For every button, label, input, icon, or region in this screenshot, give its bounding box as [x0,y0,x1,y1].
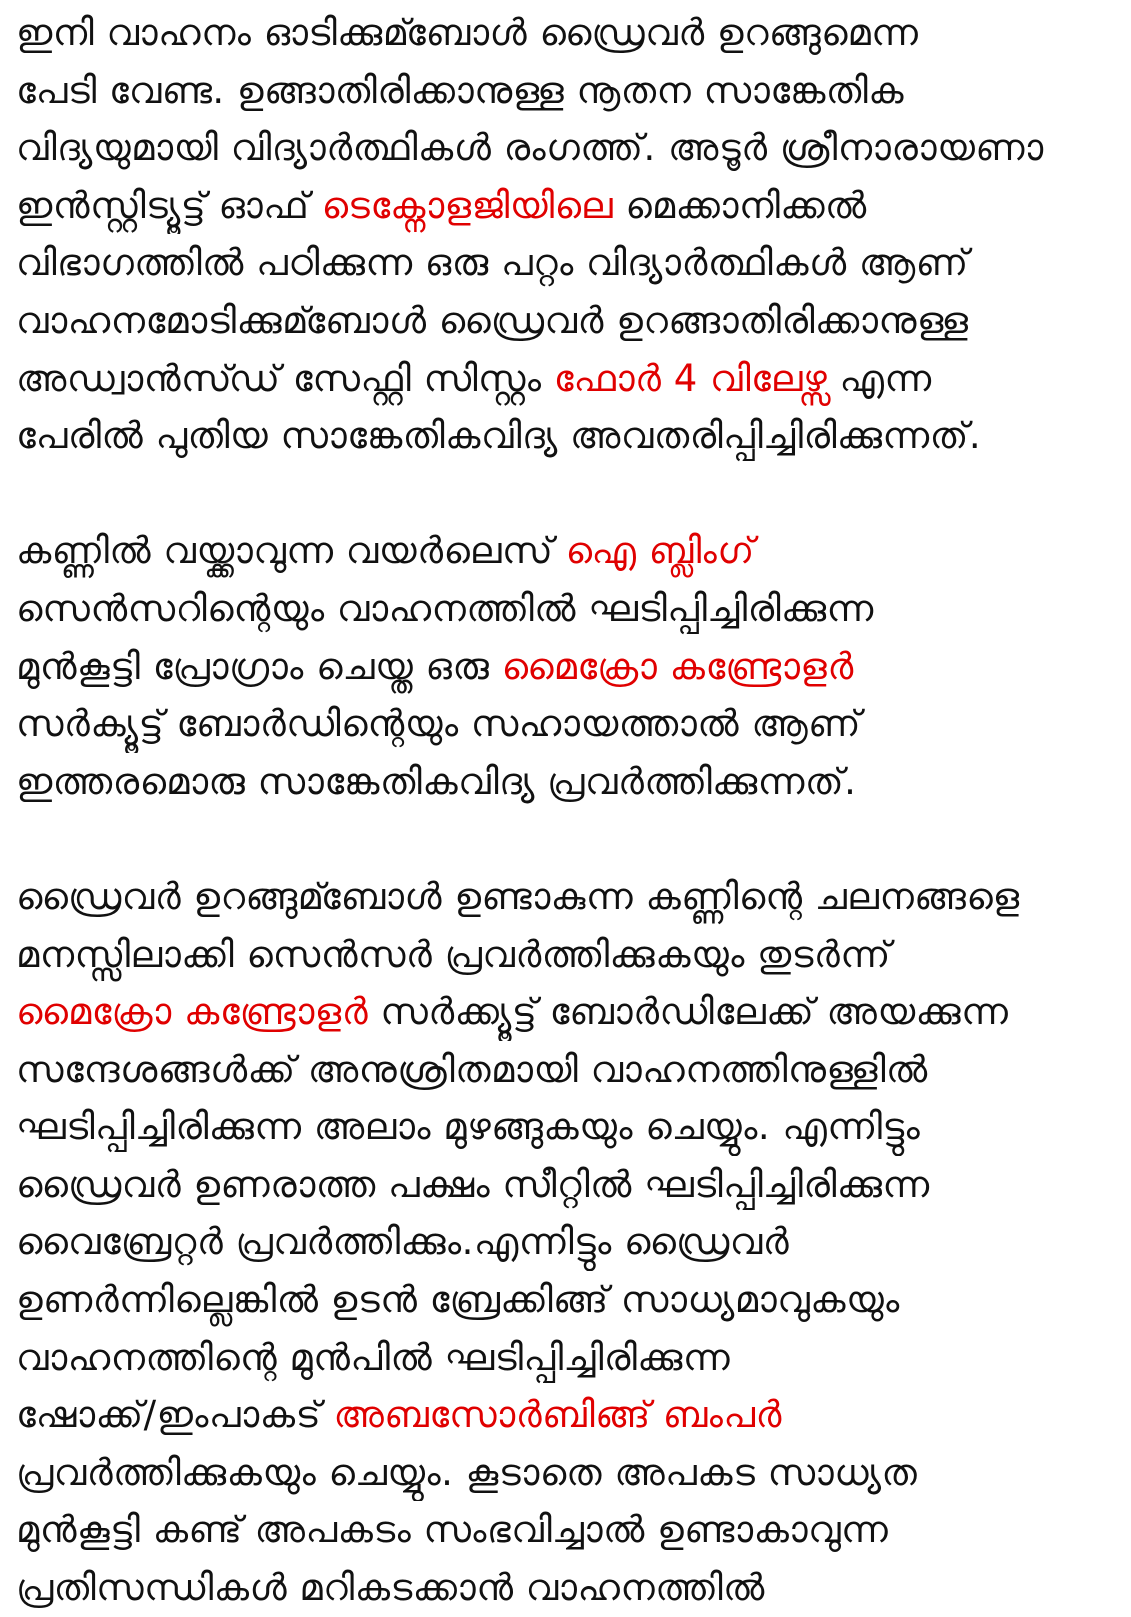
text-line [16,580,1121,638]
text-line [16,1329,1121,1387]
text-line [16,1386,1121,1444]
text-segment: ഷോക്ക്/ഇംപാകട് [16,1393,334,1437]
text-line [16,350,1121,408]
text-line [16,1098,1121,1156]
highlighted-term: ഐ ബ്ലിംഗ് [565,529,755,573]
text-segment: വാഹനത്തിന്റെ മുൻപിൽ ഘടിപ്പിച്ചിരിക്കുന്ന [16,1335,731,1379]
text-segment: വൈബ്രേറ്റർ പ്രവർത്തിക്കും.എന്നിട്ടും ഡ്രൈവർ [16,1220,790,1264]
text-line [16,1041,1121,1099]
text-segment: മുൻകൂട്ടി പ്രോഗ്രാം ചെയ്ത ഒരു [16,644,502,688]
text-segment: പ്രതിസന്ധികൾ മറികടക്കാൻ വാഹനത്തിൽ [16,1566,765,1610]
text-line [16,1501,1121,1559]
text-segment: മുൻകൂട്ടി കണ്ട് അപകടം സംഭവിച്ചാൽ ഉണ്ടാകാവുന്ന [16,1508,889,1552]
text-segment: വിദ്യയുമായി വിദ്യാർത്ഥികൾ രംഗത്ത്. അടൂർ ശ്രീനാരായണാ [16,126,1044,170]
text-line [16,4,1121,62]
text-segment: സെൻസറിന്റെയും വാഹനത്തിൽ ഘടിപ്പിച്ചിരിക്കുന്ന [16,586,874,630]
text-segment: പേടി വേണ്ട. ഉങ്ങാതിരിക്കാനുള്ള നൂതന സാങ്കേതിക [16,68,905,112]
text-line [16,1559,1121,1617]
text-segment: ഡ്രൈവർ ഉറങ്ങുമ്ബോൾ ഉണ്ടാകുന്ന കണ്ണിന്റെ ചലനങ്ങളെ [16,874,1020,918]
paragraph [16,522,1121,810]
text-line [16,1444,1121,1502]
text-segment: ഇത്തരമൊരു സാങ്കേതികവിദ്യ പ്രവർത്തിക്കുന്നത്. [16,759,857,803]
text-line [16,292,1121,350]
text-line [16,638,1121,696]
highlighted-term: ഫോർ 4 വിലേഴ്സ [553,356,828,400]
text-segment: സർക്യൂട്ട് ബോർഡിന്റെയും സഹായത്താൽ ആണ് [16,702,862,746]
text-segment: സന്ദേശങ്ങൾക്ക് അനുശ്രിതമായി വാഹനത്തിനുള്ളിൽ [16,1047,928,1091]
text-segment: ഇൻസ്റ്റിട്യൂട്ട് ഓഫ് [16,183,322,227]
text-line [16,234,1121,292]
text-segment: പ്രവർത്തിക്കുകയും ചെയ്യും. കൂടാതെ അപകട സാധ്യത [16,1450,918,1494]
text-line [16,926,1121,984]
text-line [16,695,1121,753]
text-line [16,868,1121,926]
text-segment: വിഭാഗത്തിൽ പഠിക്കുന്ന ഒരു പറ്റം വിദ്യാർത്ഥികൾ ആണ് [16,241,969,285]
text-segment: സർക്ക്യൂട്ട് ബോർഡിലേക്ക് അയക്കുന്ന [368,990,1009,1034]
text-segment: ഡ്രൈവർ ഉണരാത്ത പക്ഷം സീറ്റിൽ ഘടിപ്പിച്ചിരിക്കുന്ന [16,1162,930,1206]
paragraph [16,868,1121,1617]
article-text [16,4,1121,1617]
text-line [16,407,1121,465]
text-line [16,1213,1121,1271]
text-segment: ഘടിപ്പിച്ചിരിക്കുന്ന അലാം മുഴങ്ങുകയും ചെയ്യും. എന്നിട്ടും [16,1105,921,1149]
highlighted-term: മൈക്രോ കണ്ട്രോളർ [16,990,369,1034]
text-line [16,522,1121,580]
highlighted-term: അബസോർബിങ്ങ് ബംപർ [333,1393,782,1437]
text-line [16,62,1121,120]
highlighted-term: ടെക്നോളജിയിലെ [321,183,614,227]
text-segment: മനസ്സിലാക്കി സെൻസർ പ്രവർത്തിക്കുകയും തുടർന്ന് [16,932,891,976]
text-segment: ഇനി വാഹനം ഓടിക്കുമ്ബോൾ ഡ്രൈവർ ഉറങ്ങുമെന്ന [16,11,919,54]
text-line [16,119,1121,177]
text-line [16,177,1121,235]
text-segment: അഡ്വാൻസ്ഡ് സേഫ്റ്റി സിസ്റ്റം [16,356,554,400]
text-segment: പേരിൽ പുതിയ സാങ്കേതികവിദ്യ അവതരിപ്പിച്ചിരിക്കുന്നത്. [16,414,982,458]
text-segment: കണ്ണിൽ വയ്ക്കാവുന്ന വയർലെസ് [16,529,566,573]
highlighted-term: മൈക്രോ കണ്ട്രോളർ [501,644,854,688]
text-line [16,1156,1121,1214]
text-segment: വാഹനമോടിക്കുമ്ബോൾ ഡ്രൈവർ ഉറങ്ങാതിരിക്കാനുള്ള [16,298,969,342]
text-segment: ഉണർന്നില്ലെങ്കിൽ ഉടൻ ബ്രേക്കിങ്ങ് സാധ്യമാവുകയും [16,1278,900,1322]
text-segment: എന്ന [827,356,932,400]
paragraph [16,4,1121,465]
text-line [16,1271,1121,1329]
text-line [16,983,1121,1041]
text-segment: മെക്കാനിക്കൽ [613,183,867,227]
text-line [16,753,1121,811]
